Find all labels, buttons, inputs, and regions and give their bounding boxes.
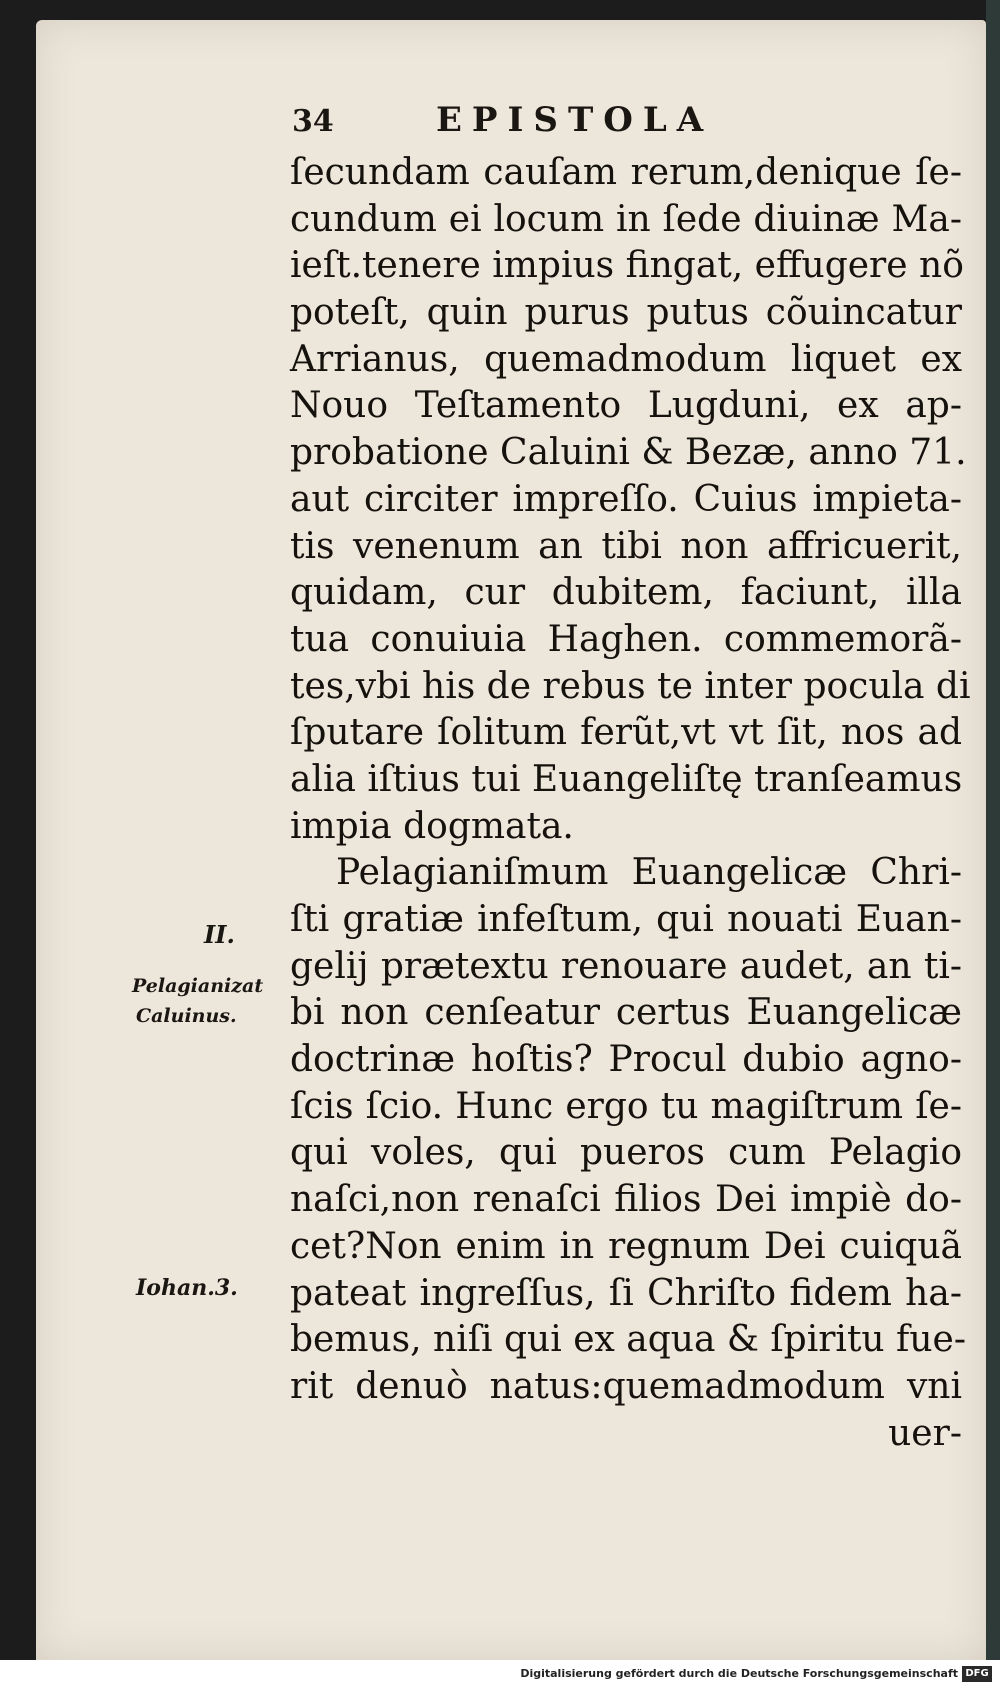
text-line: doctrinæ hoſtis? Procul dubio agno- [290,1039,962,1081]
paragraph-start-line: Pelagianiſmum Euangelicæ Chri- [336,852,962,894]
text-line: ſcis ſcio. Hunc ergo tu magiſtrum ſe- [290,1085,962,1127]
text-line: tua conuiuia Haghen. commemorã- [290,618,962,660]
text-line: tis venenum an tibi non affricuerit, [290,525,962,567]
text-line: naſci,non renaſci filios Dei impiè do- [290,1179,962,1221]
text-line: tes,vbi his de rebus te inter pocula di [290,665,971,707]
marginal-note: Caluinus. [136,1005,237,1027]
text-line: bemus, niſi qui ex aqua & ſpiritu fue- [290,1319,967,1361]
text-line: Arrianus, quemadmodum liquet ex [290,338,962,380]
body-text [290,150,971,1457]
text-line: bi non cenſeatur certus Euangelicæ [290,992,962,1034]
text-line: aut circiter impreſſo. Cuius impieta- [290,478,962,520]
catchword: uer- [888,1412,962,1454]
text-line: ieſt.tenere impius fingat, effugere nõ [290,245,964,287]
footer-credit: Digitalisierung gefördert durch die Deutsche Forschungsgemeinschaft [520,1667,958,1680]
marginal-reference: Iohan.3. [136,1275,238,1301]
text-line: gelij prætextu renouare audet, an ti- [290,945,962,987]
text-line: pateat ingreſſus, ſi Chriſto fidem ha- [290,1272,962,1314]
text-line: rit denuò natus:quemadmodum vni [290,1365,962,1407]
text-line: quidam, cur dubitem, faciunt, illa [290,572,962,614]
text-line: cet?Non enim in regnum Dei cuiquã [290,1225,962,1267]
text-line: probatione Caluini & Bezæ, anno 71. [290,432,967,474]
text-line: alia iſtius tui Euangeliſtę tranſeamus [290,758,963,800]
book-page [36,20,986,1660]
running-head [36,92,986,142]
marginal-section-number: II. [204,920,235,949]
text-line: ſputare ſolitum ferũt,vt vt ſit, nos ad [290,712,962,754]
text-line: ſecundam cauſam rerum,denique ſe- [290,152,962,193]
running-title: EPISTOLA [436,100,714,140]
text-line: qui voles, qui pueros cum Pelagio [290,1132,962,1174]
digitization-footer [0,1660,1000,1690]
text-line: ſti gratiæ infeſtum, qui nouati Euan- [290,899,962,940]
page-number: 34 [292,104,334,139]
text-line: Nouo Teſtamento Lugduni, ex ap- [290,385,962,427]
dfg-logo-icon: DFG [962,1666,992,1682]
marginal-note: Pelagianizat [132,975,264,997]
text-line: impia dogmata. [290,805,574,847]
text-line: cundum ei locum in ſede diuinæ Ma- [290,198,962,240]
text-line: poteſt, quin purus putus cõuincatur [290,292,962,334]
book-binding-edge [986,0,1000,1660]
